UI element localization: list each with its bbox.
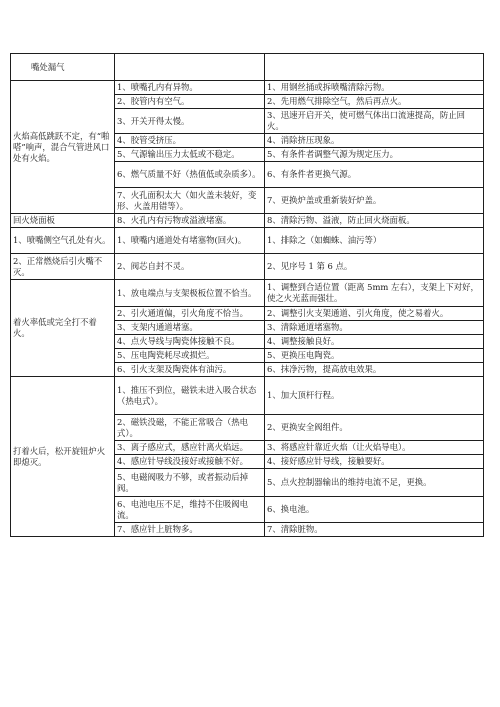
fix-cell: 5、点火控制器输出的维持电流不足，更换。 [265, 469, 484, 497]
symptom-cell: 1、喷嘴侧空气孔处有火。 [11, 228, 115, 254]
fix-cell: 1、调整到合适位置（距离 5mm 左右），支架上下对好，使之火光蓝而强壮。 [265, 280, 484, 307]
fix-cell: 7、清除脏物。 [265, 523, 484, 537]
cause-cell: 4、胶管受挤压。 [115, 134, 265, 148]
fix-cell: 5、有条件者调整气源为规定压力。 [265, 148, 484, 162]
fix-cell: 3、将感应针靠近火焰（让火焰导电）。 [265, 441, 484, 455]
cause-cell: 2、引火通道偏，引火角度不恰当。 [115, 307, 265, 321]
cause-cell: 1、推压不到位，磁铁未进入吸合状态（热电式）。 [115, 377, 265, 415]
cause-cell: 7、感应针上脏物多。 [115, 523, 265, 537]
table-row [11, 54, 484, 81]
table-row [11, 280, 484, 307]
fix-cell: 1、用钢丝捅或拆喷嘴清除污物。 [265, 81, 484, 95]
symptom-flame: 火焰高低跳跃不定，有“啪嗒”响声，混合气管进风口处有火焰。 [11, 81, 115, 214]
fix-cell: 4、消除挤压现象。 [265, 134, 484, 148]
cause-cell: 5、压电陶瓷耗尽或损烂。 [115, 349, 265, 363]
cause-cell: 3、离子感应式，感应针离火焰远。 [115, 441, 265, 455]
cause-cell: 1、喷嘴内通道处有堵塞物(回火)。 [115, 228, 265, 254]
header-col3 [265, 54, 484, 81]
table-row [11, 254, 484, 280]
cause-cell: 3、开关开得太慢。 [115, 109, 265, 134]
fix-cell: 2、调整引火支架通道、引火角度，使之易着火。 [265, 307, 484, 321]
cause-cell: 2、胶管内有空气。 [115, 95, 265, 109]
fix-cell: 6、换电池。 [265, 497, 484, 523]
fix-cell: 4、调整接触良好。 [265, 335, 484, 349]
fix-cell: 6、抹净污物，提高放电效果。 [265, 363, 484, 377]
fix-cell: 2、先用燃气排除空气，然后再点火。 [265, 95, 484, 109]
symptom-cell: 2、正常燃烧后引火嘴不灭。 [11, 254, 115, 280]
table-row [11, 377, 484, 415]
cause-cell: 7、火孔面积太大（如火盖未装好，变形、火盖用错等）。 [115, 188, 265, 214]
fix-cell: 7、更换炉盖或重新装好炉盖。 [265, 188, 484, 214]
cause-cell: 1、放电端点与支架极板位置不恰当。 [115, 280, 265, 307]
troubleshooting-table [10, 53, 484, 537]
fix-cell: 1、排除之（如蜘蛛、油污等） [265, 228, 484, 254]
fix-cell: 4、接好感应针导线，接触要好。 [265, 455, 484, 469]
fix-cell: 6、有条件者更换气源。 [265, 162, 484, 188]
cause-cell: 6、燃气质量不好（热值低或杂质多）。 [115, 162, 265, 188]
symptom-backfire: 回火烧面板 [11, 214, 115, 228]
header-col2 [115, 54, 265, 81]
fix-cell: 1、加大顶杆行程。 [265, 377, 484, 415]
cause-cell: 4、点火导线与陶瓷体接触不良。 [115, 335, 265, 349]
table-row [11, 81, 484, 95]
header-title: 嘴处漏气 [11, 54, 115, 81]
fix-cell: 5、更换压电陶瓷。 [265, 349, 484, 363]
fix-cell: 3、迅速开启开关，使可燃气体出口流速提高，防止回火。 [265, 109, 484, 134]
cause-cell: 6、引火支架及陶瓷体有油污。 [115, 363, 265, 377]
fix-cell: 2、更换安全阀组件。 [265, 415, 484, 441]
fix-cell: 8、清除污物、溢液，防止回火烧面板。 [265, 214, 484, 228]
cause-cell: 5、电磁阀吸力不够，或者振动后掉阀。 [115, 469, 265, 497]
symptom-knob: 打着火后，松开旋钮炉火即熄灭。 [11, 377, 115, 537]
cause-cell: 6、电池电压不足，维持不住吸阀电流。 [115, 497, 265, 523]
cause-cell: 2、阀芯自封不灵。 [115, 254, 265, 280]
cause-cell: 8、火孔内有污物或溢液堵塞。 [115, 214, 265, 228]
symptom-ignition: 着火率低或完全打不着火。 [11, 280, 115, 377]
cause-cell: 2、磁铁没磁，不能正常吸合（热电式）。 [115, 415, 265, 441]
cause-cell: 4、感应针导线没接好或接触不好。 [115, 455, 265, 469]
table-row [11, 214, 484, 228]
table-row [11, 228, 484, 254]
fix-cell: 3、清除通道堵塞物。 [265, 321, 484, 335]
fix-cell: 2、见序号 1 第 6 点。 [265, 254, 484, 280]
cause-cell: 1、喷嘴孔内有异物。 [115, 81, 265, 95]
cause-cell: 5、气源输出压力太低或不稳定。 [115, 148, 265, 162]
cause-cell: 3、支架内通道堵塞。 [115, 321, 265, 335]
